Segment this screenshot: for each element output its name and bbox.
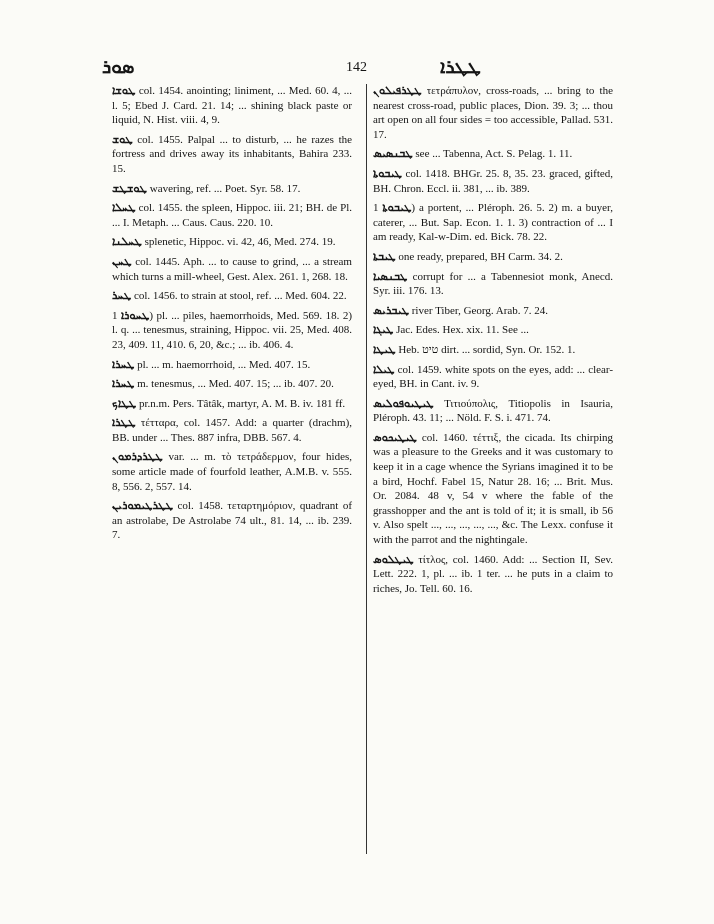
entry-text: col. 1454. anointing; liniment, ... Med. 60. 4, ... l. 5; Ebed J. Card. 21. 14; ... shining black paste or liquid, N. Hist. viii. 4, 9. [112, 85, 353, 127]
entry [112, 182, 352, 197]
entry-headword: ܛܝܛܐ [373, 342, 396, 356]
entry-text: 1) pl. ... piles, haemorrhoids, Med. 569. 18. 2) l. q. ... tenesmus, straining, Hippoc. vii. 25, Med. 408. 23, 409. 11, 410. 6, 20, &c.; ... ib. 406. 4. [112, 309, 352, 351]
column-divider [366, 84, 367, 854]
entry [373, 147, 613, 162]
entry-headword: ܛܚܠܐ [112, 201, 136, 215]
entry [373, 84, 613, 142]
entry-text: col. 1456. to strain at stool, ref. ... Med. 604. 22. [133, 290, 347, 303]
entry-headword: ܛܚܢ [112, 254, 132, 268]
entry [112, 235, 352, 250]
entry-headword: ܛܚܪ [112, 289, 132, 303]
entry-text: splenetic, Hippoc. vi. 42, 46, Med. 274. 19. [144, 236, 336, 249]
entry [373, 553, 613, 597]
entry-text: col. 1418. BHGr. 25. 8, 35. 23. graced, gifted, BH. Chron. Eccl. ii. 381, ... ib. 389. [373, 167, 614, 195]
entry-text: one ready, prepared, BH Carm. 34. 2. [398, 250, 563, 263]
entry-headword: ܛܚܠܢܐ [112, 235, 142, 249]
entry [112, 499, 352, 543]
entry [373, 270, 613, 299]
page-number: 142 [346, 60, 367, 75]
left-column [112, 84, 352, 548]
entry-headword: ܛܝܛܝܟܘܣ [373, 430, 417, 444]
entry-headword: ܛܝܒܘܬܐ [373, 166, 402, 180]
entry-text: river Tiber, Georg. Arab. 7. 24. [411, 304, 548, 317]
entry-text: pr.n.m. Pers. Tâtâk, martyr, A. M. B. iv. 181 ff. [138, 397, 346, 410]
entry-headword: ܛܚܪܐ [112, 377, 135, 391]
entry-headword: ܛܝܛܠܘܣ [373, 552, 414, 566]
entry-headword: ܛܛܪܦܝܠܘܢ [373, 84, 422, 97]
running-head-left: ܣܘܪ [102, 56, 135, 78]
entry-text: col. 1455. Palpal ... to disturb, ... he razes the fortress and drives away its inhabitants, Bahira 233. 15. [112, 133, 353, 175]
entry-text: wavering, ref. ... Poet. Syr. 58. 17. [149, 182, 301, 195]
entry-text: var. ... m. τὸ τετράδερμον, four hides, some article made of fourfold leather, A.M.B. v. 555. 8, 556. 2, 557. 14. [112, 451, 353, 493]
entry [373, 167, 613, 196]
entry [112, 255, 352, 284]
entry-headword: ܛܝܓܐ [373, 323, 394, 337]
entry-headword: ܛܝܒܪܝܣ [373, 303, 410, 317]
entry-text: see ... Tabenna, Act. S. Pelag. 1. 11. [415, 148, 573, 161]
entry-headword: ܛܒܢܣܝܣ [373, 147, 413, 161]
entry [373, 343, 613, 358]
entry [373, 201, 613, 245]
entry-headword: ܛܝܛܝܘܦܘܠܝܣ [373, 396, 434, 410]
entry-text: Jac. Edes. Hex. xix. 11. See ... [396, 324, 529, 337]
entry-headword: ܛܝܒܬܐ [373, 249, 396, 263]
entry [112, 289, 352, 304]
entry [112, 377, 352, 392]
right-column [373, 84, 613, 601]
entry-text: col. 1455. the spleen, Hippoc. iii. 21; BH. de Pl. ... I. Metaph. ... Caus. Caus. 220. 10. [112, 202, 352, 229]
entry-headword: ܛܛܪܛܝܡܘܪܝܢ [112, 499, 174, 513]
entry [112, 397, 352, 412]
entry-headword: ܛܘܫܛܫ [112, 181, 148, 195]
entry [373, 304, 613, 319]
entry [112, 416, 352, 445]
entry-headword: ܛܝܠܐ [373, 362, 395, 376]
entry-text: Heb. טיט dirt. ... sordid, Syn. Or. 152. 1. [398, 343, 576, 356]
entry-text: col. 1460. τέττιξ, the cicada. Its chirping was a pleasure to the Greeks and it was customary to keep it in a cage whence the Syrians imagined it to be a bird, Hochf. Fabel 15, Natur 28. 16; ... Brit. Mus. Or. 2084. 48 v, 54 v where the fable of the grasshopper and the ant is told of it; it is small, ib 56 v. Also spelt ..., ..., ..., ..., ..., &c. The Lexx. confuse it with the parrot and the nightingale. [373, 431, 613, 547]
entry-text: τέτταρα, col. 1457. Add: a quarter (drachm), BB. under ... Thes. 887 infra, DBB. 567. 4. [112, 417, 352, 444]
entry-headword: ܛܘܫܐ [112, 84, 136, 97]
entry-headword: ܛܘܫ [112, 132, 133, 146]
entry [373, 431, 613, 548]
entry-headword: ܛܚܘܪܐ [120, 308, 150, 322]
entry-text: col. 1459. white spots on the eyes, add: ... clear-eyed, BH. in Cant. iv. 9. [373, 363, 614, 391]
entry [112, 84, 352, 128]
entry-text: corrupt for ... a Tabennesiot monk, Anecd. Syr. iii. 176. 13. [373, 270, 613, 298]
entry-headword: ܛܝܒܘܬܐ [382, 201, 412, 215]
entry [373, 363, 613, 392]
entry [373, 323, 613, 338]
entry [112, 133, 352, 177]
entry [112, 309, 352, 353]
entry-text: col. 1458. τεταρτημόριον, quadrant of an astrolabe, De Astrolabe 74 ult., 81. 14, ... ib. 239. 7. [112, 500, 352, 542]
entry [373, 397, 613, 426]
entry-text: 1) a portent, ... Pléroph. 26. 5. 2) m. a buyer, caterer, ... But. Sap. Econ. 1. 1. 3) contraction of ... I am ready, Kal-w-Dim. ed. Bick. 78. 22. [373, 202, 613, 244]
entry-headword: ܛܒܢܣܝܐ [373, 269, 408, 283]
entry-text: τίτλος, col. 1460. Add: ... Section II, Sev. Lett. 222. 1, pl. ... ib. 1 ter. ... he puts in a claim to riches, Jo. Tell. 60. 16. [373, 553, 613, 595]
entry-headword: ܛܛܐܟ [112, 396, 137, 410]
entry-text: Τιτιούπολις, Titiopolis in Isauria, Pléroph. 43. 11; ... Nöld. F. S. i. 471. 74. [373, 397, 613, 425]
entry-text: m. tenesmus, ... Med. 407. 15; ... ib. 407. 20. [137, 378, 334, 391]
entry [112, 358, 352, 373]
entry [373, 250, 613, 265]
entry-headword: ܛܚܪܐ [112, 357, 135, 371]
entry-headword: ܛܛܪܐ [112, 416, 136, 430]
running-head-right: ܛܛܪܐ [440, 56, 481, 78]
entry-text: pl. ... m. haemorrhoid, ... Med. 407. 15. [137, 358, 311, 371]
entry [112, 201, 352, 230]
entry-headword: ܛܛܪܕܪܡܘܢ [112, 450, 163, 464]
entry [112, 450, 352, 494]
entry-text: τετράπυλον, cross-roads, ... bring to the nearest cross-road, public places, Dion. 39. 3; ... thou art open on all four sides = too accessible, Pallad. 531. 17. [373, 85, 613, 141]
entry-text: col. 1445. Aph. ... to cause to grind, ... a stream which turns a mill-wheel, Gest. Alex. 261. 1, 268. 18. [112, 255, 352, 283]
